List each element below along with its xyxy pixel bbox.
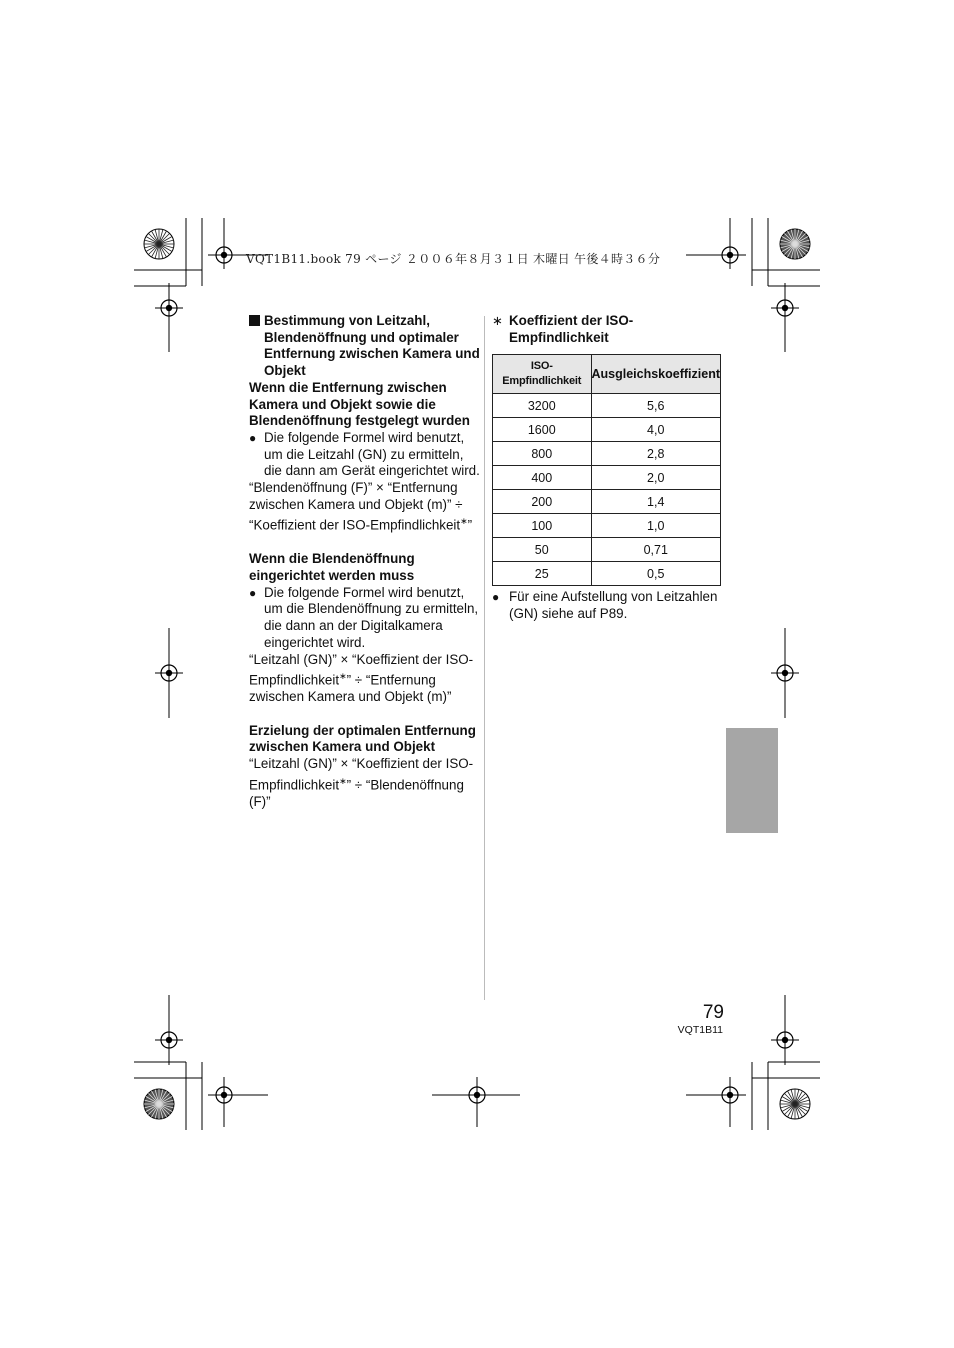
document-code: VQT1B11: [677, 1024, 723, 1036]
registration-star-icon: [780, 229, 810, 259]
registration-star-icon: [780, 1089, 810, 1119]
table-row: [493, 490, 721, 514]
table-cell: 1600: [493, 418, 592, 442]
bullet-dot-icon: ●: [492, 590, 500, 604]
column-divider: [484, 316, 485, 1000]
table-cell: 100: [493, 514, 592, 538]
reference-note: ● Für eine Aufstellung von Leitzahlen (GN) siehe auf P89.: [492, 589, 718, 621]
subheading-aperture: Wenn die Blendenöffnung eingerichtet werden muss: [249, 551, 415, 583]
registration-crosshair-icon: [210, 241, 238, 269]
formula-guide-number: “Blendenöffnung (F)” × “Entfernung zwischen Kamera und Objekt (m)” ÷ “Koeffizient der ISO-Empfindlichkeit∗”: [249, 480, 473, 533]
table-row: [493, 466, 721, 490]
bullet-dot-icon: ●: [249, 430, 257, 445]
table-cell: 2,0: [591, 466, 721, 490]
table-cell: 1,0: [591, 514, 721, 538]
table-row: [493, 562, 721, 586]
asterisk-mark: ∗: [339, 671, 347, 682]
iso-coefficient-table: [492, 354, 721, 586]
asterisk-mark: ∗: [460, 516, 468, 527]
registration-crosshair-icon: [716, 241, 744, 269]
formula-aperture: “Leitzahl (GN)” × “Koeffizient der ISO-Empfindlichkeit∗” ÷ “Entfernung zwischen Kamera und Objekt (m)”: [249, 651, 474, 705]
asterisk-mark: ∗: [492, 313, 503, 328]
registration-star-icon: [144, 1089, 174, 1119]
table-cell: 5,6: [591, 394, 721, 418]
table-row: [493, 514, 721, 538]
file-info-header: VQT1B11.book 79 ページ ２００６年８月３１日 木曜日 午後４時３６分: [246, 252, 661, 266]
asterisk-mark: ∗: [339, 775, 347, 786]
table-row: [493, 394, 721, 418]
table-cell: 1,4: [591, 490, 721, 514]
bullet-dot-icon: ●: [249, 585, 257, 600]
table-cell: 3200: [493, 394, 592, 418]
table-cell: 400: [493, 466, 592, 490]
header-iso: ISO-Empfindlichkeit: [493, 355, 592, 394]
left-column: [249, 313, 481, 811]
table-row: [493, 418, 721, 442]
registration-star-icon: [144, 229, 174, 259]
subheading-optimal-distance: Erzielung der optimalen Entfernung zwischen Kamera und Objekt: [249, 722, 476, 755]
table-cell: 800: [493, 442, 592, 466]
square-bullet-icon: [249, 315, 260, 326]
section-title: Bestimmung von Leitzahl, Blendenöffnung und optimaler Entfernung zwischen Kamera und Objekt: [249, 313, 481, 380]
table-cell: 4,0: [591, 418, 721, 442]
note-title: Koeffizient der ISO-Empfindlichkeit: [509, 313, 634, 345]
bullet-item: ● Die folgende Formel wird benutzt, um die Leitzahl (GN) zu ermitteln, die dann am Gerät eingerichtet wird.: [249, 429, 480, 479]
table-cell: 25: [493, 562, 592, 586]
table-cell: 0,71: [591, 538, 721, 562]
formula-distance: “Leitzahl (GN)” × “Koeffizient der ISO-Empfindlichkeit∗” ÷ “Blendenöffnung (F)”: [249, 756, 474, 810]
table-cell: 200: [493, 490, 592, 514]
chapter-tab: [726, 728, 778, 833]
iso-note: [492, 313, 722, 346]
bullet-item: ● Die folgende Formel wird benutzt, um die Blendenöffnung zu ermitteln, die dann an der Digitalkamera eingerichtet wird.: [249, 584, 479, 650]
page-number: 79: [702, 1002, 724, 1023]
table-cell: 50: [493, 538, 592, 562]
header-coefficient: Ausgleichskoeffizient: [591, 355, 721, 394]
table-cell: 2,8: [591, 442, 721, 466]
subheading-fixed-distance: Wenn die Entfernung zwischen Kamera und Objekt sowie die Blendenöffnung festgelegt wurden: [249, 379, 470, 429]
table-header-row: [493, 355, 721, 394]
table-row: [493, 538, 721, 562]
table-cell: 0,5: [591, 562, 721, 586]
table-row: [493, 442, 721, 466]
